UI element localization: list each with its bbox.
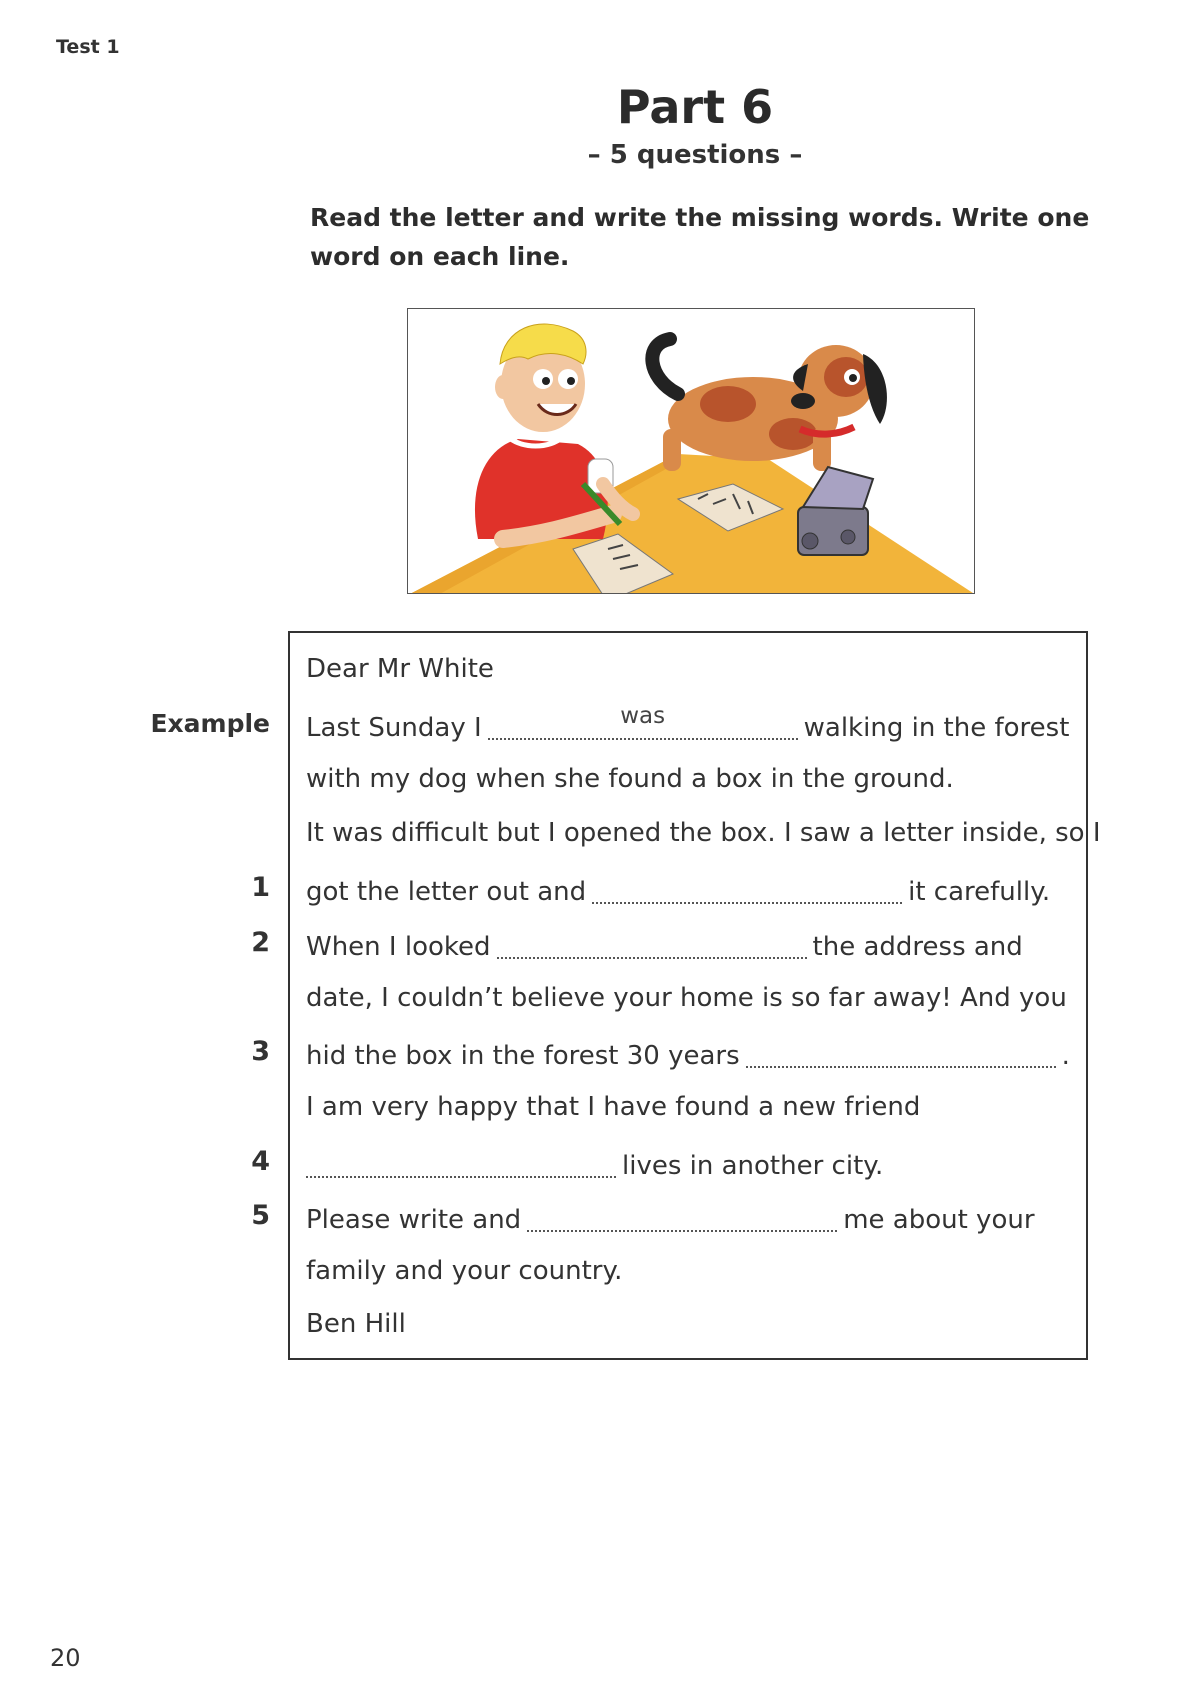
letter-line	[306, 1251, 622, 1291]
line-text: with my dog when she found a box in the ground.	[306, 764, 954, 794]
instructions: Read the letter and write the missing words. Write one word on each line.	[310, 203, 1090, 271]
line-text-before: When I looked	[306, 932, 491, 962]
line-text: date, I couldn’t believe your home is so far away! And you	[306, 983, 1067, 1013]
line-text-after: it carefully.	[908, 877, 1051, 907]
line-text-before: Please write and	[306, 1205, 522, 1235]
example-answer-line	[488, 703, 798, 740]
answer-blank-1[interactable]	[592, 872, 902, 904]
illustration-boy-dog-letter	[407, 308, 975, 594]
question-number: 2	[251, 927, 270, 958]
line-text-before: got the letter out and	[306, 877, 587, 907]
answer-blank-5[interactable]	[527, 1200, 837, 1232]
question-number: 3	[251, 1036, 270, 1067]
letter-line	[306, 1196, 1035, 1236]
signature: Ben Hill	[306, 1309, 406, 1339]
line-text: family and your country.	[306, 1256, 623, 1286]
letter-line	[306, 1087, 920, 1127]
line-text-after: walking in the forest	[803, 713, 1070, 743]
answer-blank-3[interactable]	[746, 1036, 1056, 1068]
question-number: 5	[251, 1200, 270, 1231]
letter-line	[306, 1142, 883, 1182]
example-answer: was	[620, 703, 666, 729]
line-text-after: me about your	[843, 1205, 1035, 1235]
answer-blank-4[interactable]	[306, 1146, 616, 1178]
line-text: I am very happy that I have found a new friend	[306, 1092, 921, 1122]
letter-line	[306, 759, 954, 799]
letter-line	[306, 813, 1101, 853]
line-text-after: .	[1061, 1041, 1070, 1071]
test-label: Test 1	[56, 36, 120, 58]
letter-line	[306, 704, 1069, 744]
letter-line	[306, 978, 1067, 1018]
line-text-after: the address and	[812, 932, 1023, 962]
line-text-before: hid the box in the forest 30 years	[306, 1041, 740, 1071]
letter-line	[306, 923, 1023, 963]
letter-line	[306, 1304, 406, 1344]
part-subtitle: – 5 questions –	[587, 140, 803, 170]
line-text-after: lives in another city.	[622, 1151, 884, 1181]
line-text: It was difficult but I opened the box. I saw a letter inside, so I	[306, 818, 1101, 848]
line-text-before: Last Sunday I	[306, 713, 482, 743]
letter-line	[306, 1032, 1070, 1072]
part-title: Part 6	[616, 80, 774, 134]
question-number: 4	[251, 1146, 270, 1177]
letter-line	[306, 868, 1050, 908]
example-label: Example	[150, 709, 270, 738]
greeting: Dear Mr White	[306, 654, 494, 684]
question-number: 1	[251, 872, 270, 903]
page-number: 20	[50, 1644, 81, 1672]
answer-blank-2[interactable]	[497, 927, 807, 959]
letter-line	[306, 649, 494, 689]
